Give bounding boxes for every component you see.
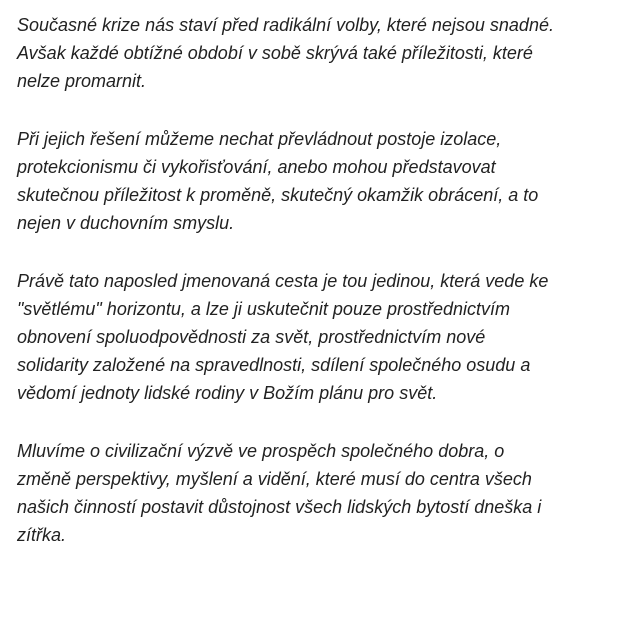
article-body — [17, 11, 617, 579]
paragraph-3: Právě tato naposled jmenovaná cesta je tou jedinou, která vede ke "světlému" horizontu, a lze ji uskutečnit pouze prostřednictvím obnovení spoluodpovědnosti za svět, prostřednictvím nové solidarity založené na spravedlnosti, sdílení společného osudu a vědomí jednoty lidské rodiny v Božím plánu pro svět. — [17, 271, 549, 403]
paragraph-2: Při jejich řešení můžeme nechat převládnout postoje izolace, protekcionismu či vykořisťování, anebo mohou představovat skutečnou příležitost k proměně, skutečný okamžik obrácení, a to nejen v duchovním smyslu. — [17, 129, 539, 233]
paragraph-1: Současné krize nás staví před radikální volby, které nejsou snadné. Avšak každé obtížné období v sobě skrývá také příležitosti, které nelze promarnit. — [17, 15, 554, 91]
paragraph-4: Mluvíme o civilizační výzvě ve prospěch společného dobra, o změně perspektivy, myšlení a vidění, které musí do centra všech našich činností postavit důstojnost všech lidských bytostí dneška i zítřka. — [17, 441, 542, 545]
